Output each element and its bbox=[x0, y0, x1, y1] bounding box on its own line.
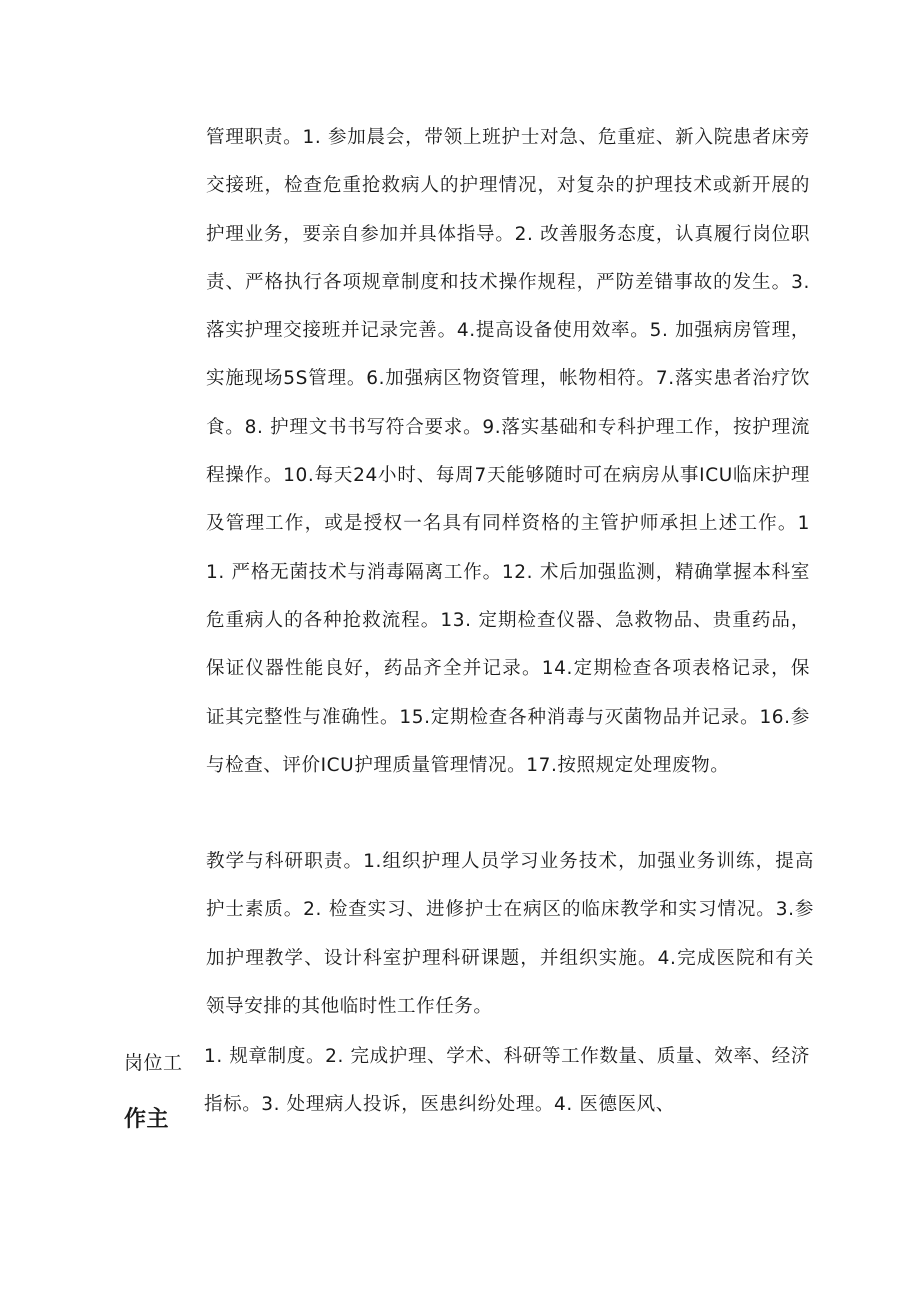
side-label-line-2: 作主 bbox=[124, 1107, 170, 1132]
teaching-research-duties-paragraph: 教学与科研职责。1.组织护理人员学习业务技术，加强业务训练，提高护士素质。2. 检查实习、进修护士在病区的临床教学和实习情况。3.参加护理教学、设计科室护理科研课题，并组织实施。4.完成医院和有关领导安排的其他临时性工作任务。 bbox=[206, 851, 814, 1017]
management-duties-paragraph: 管理职责。1. 参加晨会，带领上班护士对急、危重症、新入院患者床旁交接班，检查危重抢救病人的护理情况，对复杂的护理技术或新开展的护理业务，要亲自参加并具体指导。2. 改善服务态度，认真履行岗位职责、严格执行各项规章制度和技术操作规程，严防差错事故的发生。3. 落实护理交接班并记录完善。4.提高设备使用效率。5. 加强病房管理，实施现场5S管理。6.加强病区物资管理，帐物相符。7.落实患者治疗饮食。8. 护理文书书写符合要求。9.落实基础和专科护理工作，按护理流程操作。10.每天24小时、每周7天能够随时可在病房从事ICU临床护理及管理工作，或是授权一名具有同样资格的主管护师承担上述工作。11. 严格无菌技术与消毒隔离工作。12. 术后加强监测，精确掌握本科室危重病人的各种抢救流程。13. 定期检查仪器、急救物品、贵重药品，保证仪器性能良好，药品齐全并记录。14.定期检查各项表格记录，保证其完整性与准确性。15.定期检查各种消毒与灭菌物品并记录。16.参与检查、评价ICU护理质量管理情况。17.按照规定处理废物。 bbox=[206, 127, 810, 776]
side-label-line-1: 岗位工 bbox=[124, 1052, 183, 1074]
main-work-paragraph: 1. 规章制度。2. 完成护理、学术、科研等工作数量、质量、效率、经济指标。3. 处理病人投诉，医患纠纷处理。4. 医德医风、 bbox=[204, 1046, 810, 1116]
